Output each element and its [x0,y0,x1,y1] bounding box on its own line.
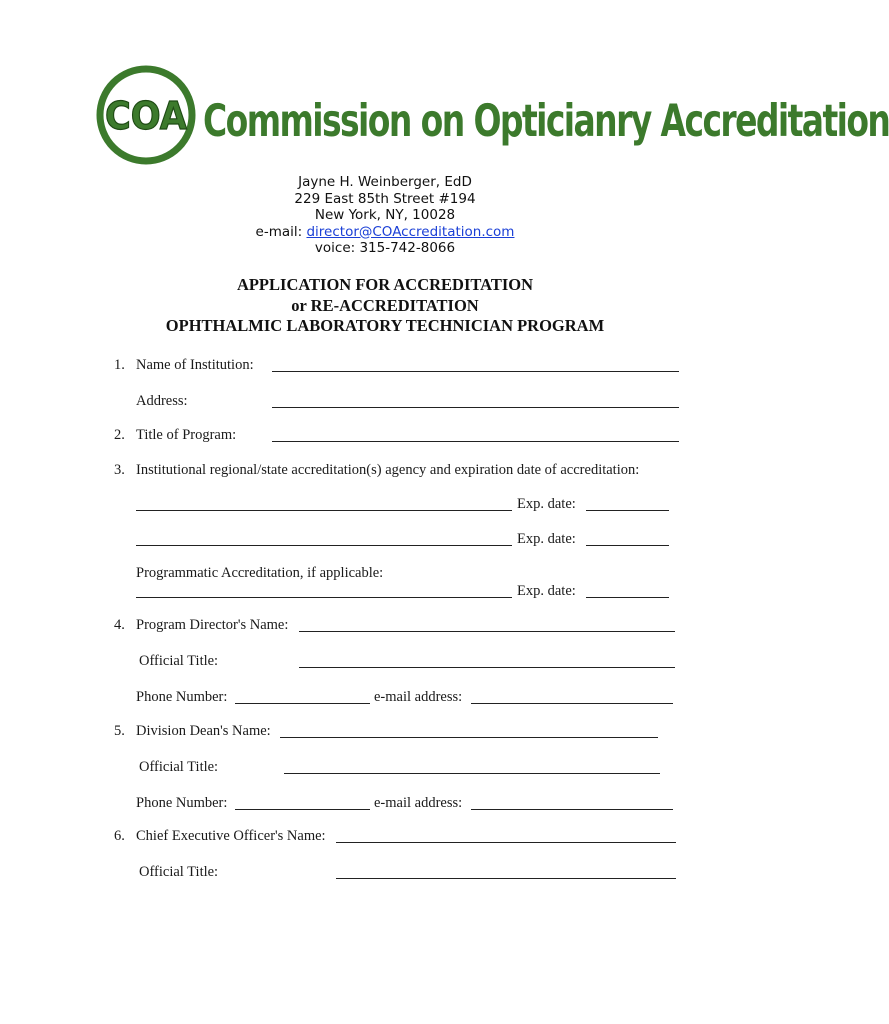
exp-date-label-1: Exp. date: [517,496,576,512]
contact-street: 229 East 85th Street #194 [294,190,476,207]
q4-phone-label: Phone Number: [136,689,228,705]
title-line-3: OPHTHALMIC LABORATORY TECHNICIAN PROGRAM [165,316,605,335]
q3-label: Institutional regional/state accreditation(s) agency and expiration date of accreditation: [136,462,640,478]
q5-phone-label: Phone Number: [136,795,228,811]
q1-label: Name of Institution: [136,357,254,373]
q1-address-label: Address: [136,393,188,409]
q2-number: 2. [114,427,125,443]
exp-date-field-2[interactable] [586,545,669,546]
q3-number: 3. [114,462,125,478]
q5-official-title-label: Official Title: [139,759,219,775]
coa-logo-abbr: COA [105,94,188,138]
email-label: e-mail: [255,223,307,240]
q5-label: Division Dean's Name: [136,723,271,739]
institution-name-field[interactable] [272,371,679,372]
email-link[interactable]: director@COAccreditation.com [306,223,515,240]
contact-city: New York, NY, 10028 [314,207,456,223]
programmatic-accreditation-label: Programmatic Accreditation, if applicable: [136,565,384,581]
ceo-title-field[interactable] [336,878,676,879]
title-line-2: or RE-ACCREDITATION [291,295,479,315]
program-director-title-field[interactable] [299,667,675,668]
exp-date-label-3: Exp. date: [517,583,576,599]
q5-number: 5. [114,723,125,739]
division-dean-title-field[interactable] [284,773,660,774]
q4-number: 4. [114,617,125,633]
q5-email-label: e-mail address: [374,795,463,811]
q6-label: Chief Executive Officer's Name: [136,828,326,844]
q6-number: 6. [114,828,125,844]
q6-official-title-label: Official Title: [139,864,219,880]
q1-number: 1. [114,357,125,373]
q4-email-label: e-mail address: [374,689,463,705]
q4-official-title-label: Official Title: [139,653,219,669]
accreditation-agency-field-2[interactable] [136,545,512,546]
logo-organization-name: Commission on Opticianry Accreditation [203,94,889,147]
exp-date-field-1[interactable] [586,510,669,511]
q4-label: Program Director's Name: [136,617,289,633]
program-director-phone-field[interactable] [235,703,370,704]
program-title-field[interactable] [272,441,679,442]
exp-date-label-2: Exp. date: [517,531,576,547]
q2-label: Title of Program: [136,427,237,443]
program-director-name-field[interactable] [299,631,675,632]
accreditation-agency-field-1[interactable] [136,510,512,511]
division-dean-name-field[interactable] [280,737,658,738]
institution-address-field[interactable] [272,407,679,408]
programmatic-accreditation-field[interactable] [136,597,512,598]
division-dean-email-field[interactable] [471,809,673,810]
division-dean-phone-field[interactable] [235,809,370,810]
contact-email-line [0,224,770,241]
contact-voice: voice: 315-742-8066 [314,240,456,256]
ceo-name-field[interactable] [336,842,676,843]
exp-date-field-3[interactable] [586,597,669,598]
program-director-email-field[interactable] [471,703,673,704]
contact-name: Jayne H. Weinberger, EdD [298,174,472,190]
title-line-1: APPLICATION FOR ACCREDITATION [236,275,534,294]
coa-logo-emblem [96,65,196,165]
